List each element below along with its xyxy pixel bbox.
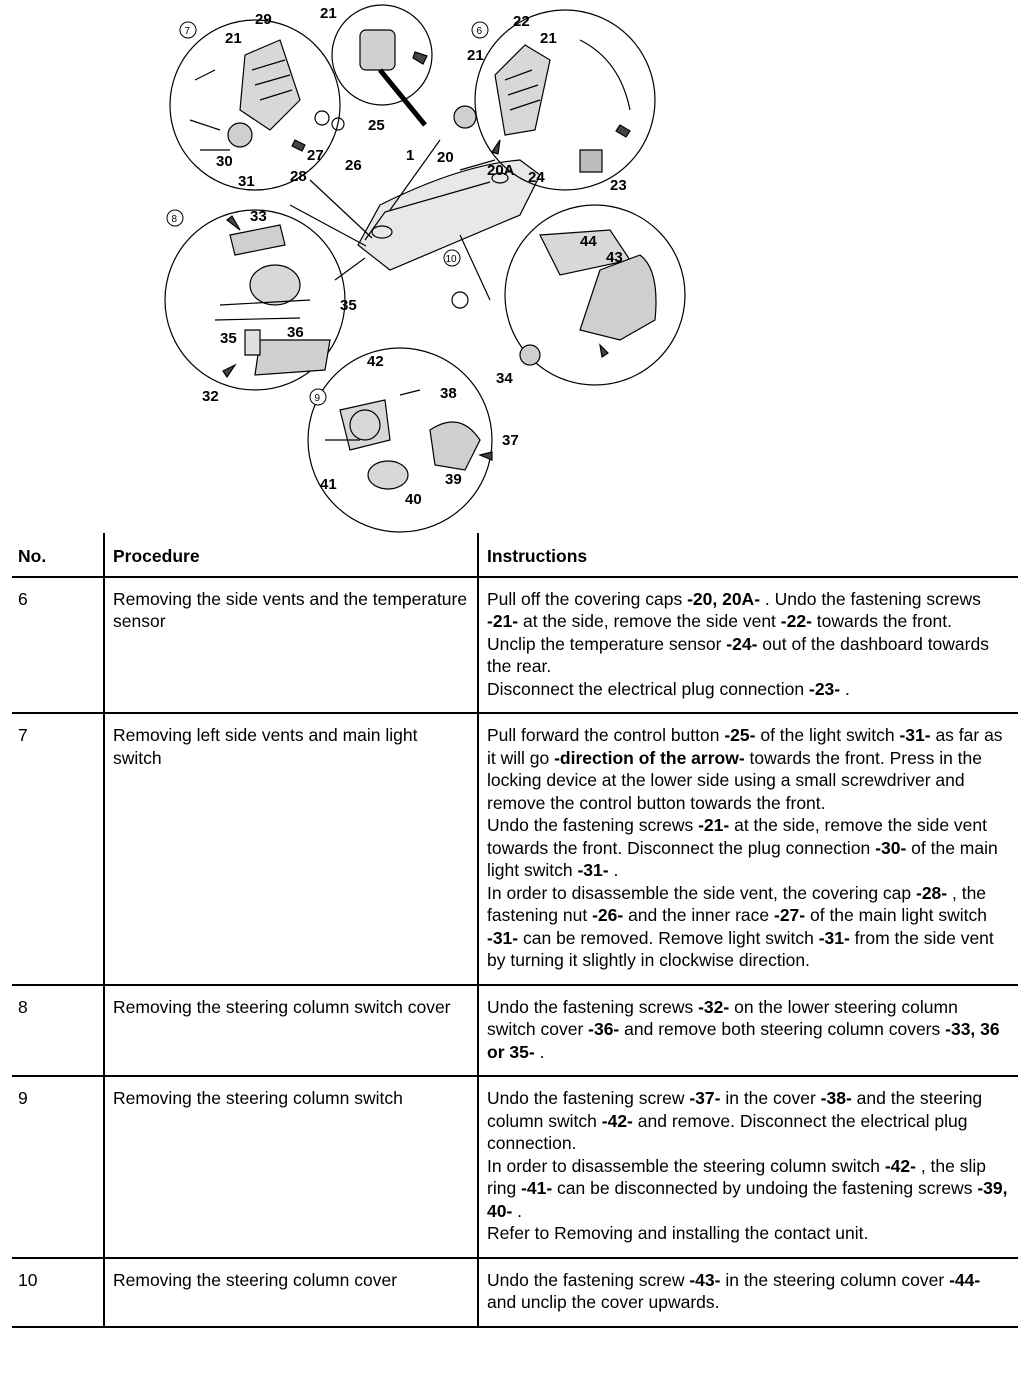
callout-label: 33 — [250, 208, 267, 225]
instruction-text: out of the dashboard towards the rear. — [487, 633, 989, 676]
part-reference: -21- — [487, 611, 519, 631]
instruction-text: Pull forward the control button — [487, 725, 725, 745]
instruction-text: In order to disassemble the steering column switch — [487, 1155, 885, 1176]
circle-number: 6 — [476, 26, 483, 37]
instruction-text: can be removed. Remove light switch — [518, 927, 819, 948]
table-row — [12, 713, 1018, 985]
instruction-line — [487, 882, 1010, 972]
row-procedure: Removing the steering column switch cover — [104, 985, 478, 1077]
row-number: 9 — [12, 1076, 104, 1258]
table-row — [12, 577, 1018, 714]
instruction-text: Undo the fastening screws — [487, 996, 699, 1017]
instruction-text: Undo the fastening screws — [487, 815, 699, 835]
row-instructions — [478, 1258, 1018, 1327]
instruction-text: Refer to Removing and installing the contact unit. — [487, 1223, 869, 1243]
table-body — [12, 577, 1018, 1327]
part-reference: -25- — [724, 725, 756, 745]
callout-label: 42 — [367, 353, 384, 370]
callout-label: 27 — [307, 147, 324, 164]
part-reference: -31- — [818, 927, 850, 948]
callout-label: 20A — [487, 162, 515, 179]
row-procedure: Removing the steering column switch — [104, 1076, 478, 1258]
callout-label: 30 — [216, 153, 233, 170]
instruction-line — [487, 1269, 1010, 1314]
instruction-text: In order to disassemble the side vent, the covering cap — [487, 882, 916, 903]
instruction-text: can be disconnected by undoing the fastening screws — [552, 1178, 978, 1198]
circle-number: 7 — [184, 26, 191, 37]
row-instructions — [478, 577, 1018, 714]
callout-label: 37 — [502, 432, 519, 449]
part-reference: -20, 20A- — [687, 588, 761, 609]
instruction-text: . — [534, 1041, 545, 1062]
callout-label: 22 — [513, 13, 530, 30]
row-procedure: Removing the steering column cover — [104, 1258, 478, 1327]
procedure-table — [12, 533, 1018, 1328]
instruction-text: Pull off the covering caps — [487, 588, 688, 609]
instruction-text: from the side vent by turning it slightly in clockwise direction. — [487, 927, 994, 970]
instruction-text: Undo the fastening screw — [487, 1269, 690, 1290]
instruction-line — [487, 814, 1010, 882]
part-reference: -31- — [487, 927, 519, 948]
callout-label: 36 — [287, 324, 304, 341]
part-reference: -31- — [899, 725, 931, 745]
callout-label: 29 — [255, 11, 272, 28]
instruction-text: . — [840, 678, 850, 699]
row-instructions — [478, 985, 1018, 1077]
row-procedure: Removing the side vents and the temperature sensor — [104, 577, 478, 714]
instruction-text: in the steering column cover — [720, 1269, 950, 1290]
callout-label: 1 — [406, 147, 415, 164]
instruction-text: , the fastening nut — [487, 882, 987, 925]
instruction-line — [487, 1087, 1010, 1155]
part-reference: -26- — [592, 905, 624, 925]
part-reference: -42- — [884, 1155, 916, 1176]
instruction-text: on the lower steering column switch cover — [487, 996, 958, 1039]
callout-label: 32 — [202, 388, 219, 405]
instruction-text: Unclip the temperature sensor — [487, 633, 727, 654]
instruction-text: towards the front. Press in the locking device at the lower side using a small screwdriver and remove the control button towards the front. — [487, 747, 983, 813]
row-instructions — [478, 713, 1018, 985]
callout-label: 28 — [290, 168, 307, 185]
instruction-text: and remove both steering column covers — [619, 1019, 946, 1039]
instruction-text: and unclip the cover upwards. — [487, 1292, 720, 1312]
part-reference: -41- — [521, 1178, 553, 1198]
callout-label: 26 — [345, 157, 362, 174]
header-instructions: Instructions — [478, 533, 1018, 577]
circle-number: 9 — [314, 393, 321, 404]
header-procedure: Procedure — [104, 533, 478, 577]
table-header-row — [12, 533, 1018, 577]
table-row — [12, 985, 1018, 1077]
instruction-line — [487, 996, 1010, 1064]
callout-label: 21 — [225, 30, 242, 47]
part-reference: -28- — [916, 882, 948, 903]
instruction-line — [487, 1222, 1010, 1245]
instruction-text: . — [512, 1200, 523, 1221]
instruction-text: Disconnect the electrical plug connection — [487, 678, 809, 699]
part-reference: -39, 40- — [487, 1178, 1008, 1221]
part-reference: -44- — [949, 1269, 981, 1290]
instruction-text: at the side, remove the side vent towards the front. Disconnect the plug connection — [487, 815, 988, 858]
instruction-text: in the cover — [720, 1088, 821, 1108]
part-reference: -23- — [809, 678, 841, 699]
part-reference: -21- — [698, 815, 730, 835]
callout-label: 41 — [320, 476, 337, 493]
row-number: 6 — [12, 577, 104, 714]
row-number: 7 — [12, 713, 104, 985]
header-no: No. — [12, 533, 104, 577]
callout-label: 39 — [445, 471, 462, 488]
part-reference: -33, 36 or 35- — [487, 1019, 1000, 1062]
callout-label: 23 — [610, 177, 627, 194]
callout-label: 34 — [496, 370, 513, 387]
circle-number: 10 — [445, 254, 457, 265]
part-reference: -42- — [601, 1110, 633, 1131]
instruction-text: , the slip ring — [487, 1155, 986, 1198]
illustration-svg — [160, 0, 720, 540]
instruction-line — [487, 588, 1010, 633]
instruction-text: at the side, remove the side vent — [518, 611, 781, 631]
instruction-line — [487, 1155, 1010, 1223]
callout-label: 44 — [580, 233, 597, 250]
callout-label: 21 — [540, 30, 557, 47]
instruction-text: and remove. Disconnect the electrical plug connection. — [487, 1110, 968, 1153]
callout-label: 21 — [320, 5, 337, 22]
part-reference: -32- — [698, 996, 730, 1017]
callout-label: 20 — [437, 149, 454, 166]
instruction-text: of the light switch — [755, 725, 900, 745]
instruction-text: and the steering column switch — [487, 1088, 983, 1131]
instruction-text: and the inner race — [623, 905, 774, 925]
instruction-line — [487, 678, 1010, 701]
instruction-text: towards the front. — [811, 611, 952, 631]
instruction-line — [487, 724, 1010, 814]
exploded-view-illustration — [160, 0, 720, 540]
instruction-line — [487, 633, 1010, 678]
part-reference: -direction of the arrow- — [554, 747, 745, 768]
table-row — [12, 1076, 1018, 1258]
part-reference: -31- — [577, 860, 609, 880]
callout-label: 35 — [340, 297, 357, 314]
table-row — [12, 1258, 1018, 1327]
instruction-text: . — [608, 860, 619, 880]
part-reference: -30- — [875, 837, 907, 858]
part-reference: -38- — [820, 1088, 852, 1108]
callout-label: 25 — [368, 117, 385, 134]
part-reference: -36- — [588, 1019, 620, 1039]
callout-label: 43 — [606, 249, 623, 266]
instruction-text: of the main light switch — [805, 905, 988, 925]
callout-label: 35 — [220, 330, 237, 347]
row-instructions — [478, 1076, 1018, 1258]
instruction-text: of the main light switch — [487, 837, 998, 880]
callout-label: 31 — [238, 173, 255, 190]
callout-label: 21 — [467, 47, 484, 64]
part-reference: -22- — [780, 611, 812, 631]
callout-label: 24 — [528, 169, 545, 186]
callout-label: 38 — [440, 385, 457, 402]
callout-label: 40 — [405, 491, 422, 508]
part-reference: -43- — [689, 1269, 721, 1290]
part-reference: -24- — [726, 633, 758, 654]
part-reference: -27- — [774, 905, 806, 925]
part-reference: -37- — [689, 1088, 721, 1108]
instruction-text: as far as it will go — [487, 725, 1003, 768]
row-number: 10 — [12, 1258, 104, 1327]
row-procedure: Removing left side vents and main light switch — [104, 713, 478, 985]
instruction-text: Undo the fastening screw — [487, 1088, 690, 1108]
instruction-text: . Undo the fastening screws — [760, 588, 981, 609]
circle-number: 8 — [171, 214, 178, 225]
row-number: 8 — [12, 985, 104, 1077]
